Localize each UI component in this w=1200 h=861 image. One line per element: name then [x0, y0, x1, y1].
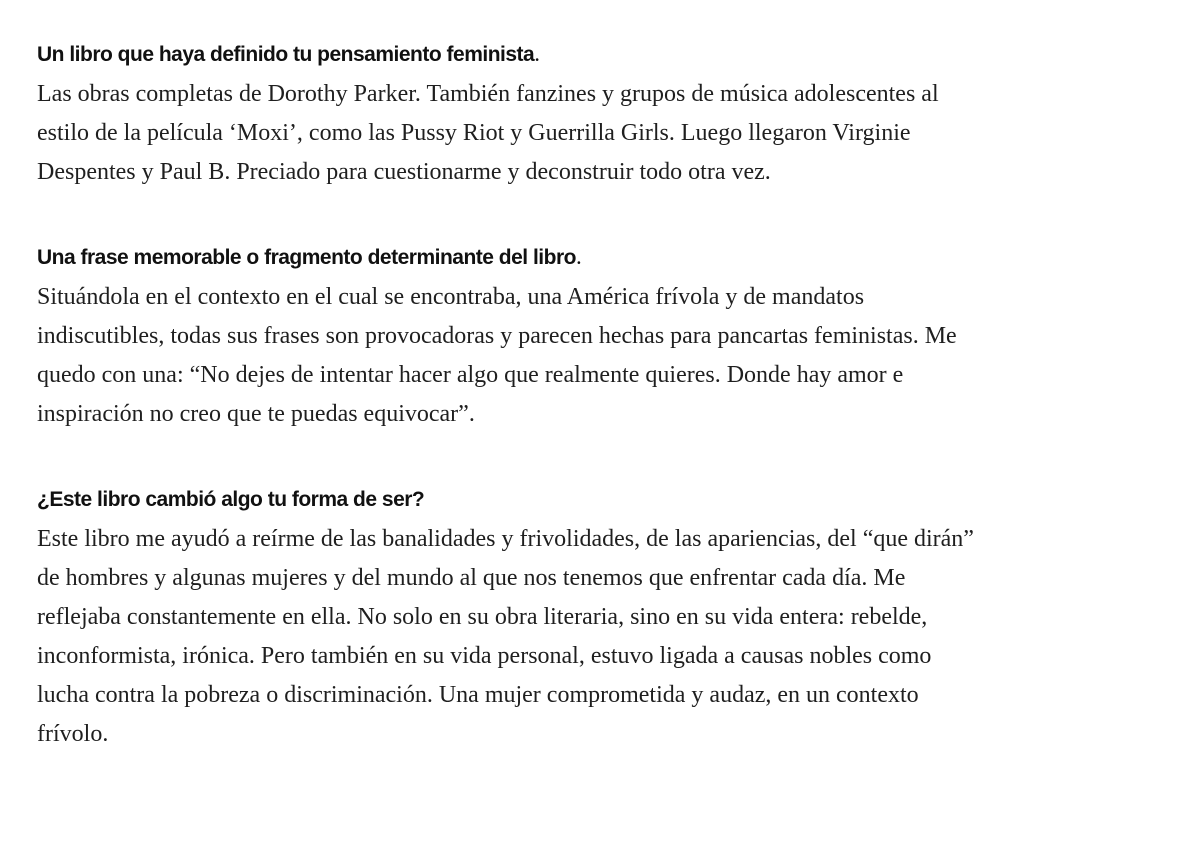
interview-section-changed-you [37, 479, 1200, 754]
question-heading [37, 479, 1200, 520]
question-text: ¿Este libro cambió algo tu forma de ser? [37, 488, 425, 511]
interview-section-memorable-phrase [37, 237, 1200, 434]
question-heading [37, 237, 1200, 278]
answer-paragraph: Este libro me ayudó a reírme de las banalidades y frivolidades, de las apariencias, del “que dirán” de hombres y algunas mujeres y del mundo al que nos tenemos que enfrentar cada día. Me reflejaba constantemente en ella. No solo en su obra literaria, sino en su vida entera: rebelde, inconformista, irónica. Pero también en su vida personal, estuvo ligada a causas nobles como lucha contra la pobreza o discriminación. Una mujer comprometida y audaz, en un contexto frívolo. [37, 526, 974, 747]
question-text: Una frase memorable o fragmento determinante del libro [37, 246, 576, 269]
question-period: . [575, 244, 582, 269]
question-period: . [534, 41, 540, 66]
answer-paragraph: Situándola en el contexto en el cual se encontraba, una América frívola y de mandatos indiscutibles, todas sus frases son provocadoras y parecen hechas para pancartas feministas. Me quedo con una: “No dejes de intentar hacer algo que realmente quieres. Donde hay amor e inspiración no creo que te puedas equivocar”. [37, 284, 957, 427]
answer-paragraph: Las obras completas de Dorothy Parker. También fanzines y grupos de música adolescentes al estilo de la película ‘Moxi’, como las Pussy Riot y Guerrilla Girls. Luego llegaron Virginie Despentes y Paul B. Preciado para cuestionarme y deconstruir todo otra vez. [37, 81, 939, 185]
question-heading [37, 34, 1200, 75]
interview-article [37, 34, 1200, 799]
question-text: Un libro que haya definido tu pensamiento feminista [37, 43, 535, 66]
interview-section-defining-book [37, 34, 1200, 192]
